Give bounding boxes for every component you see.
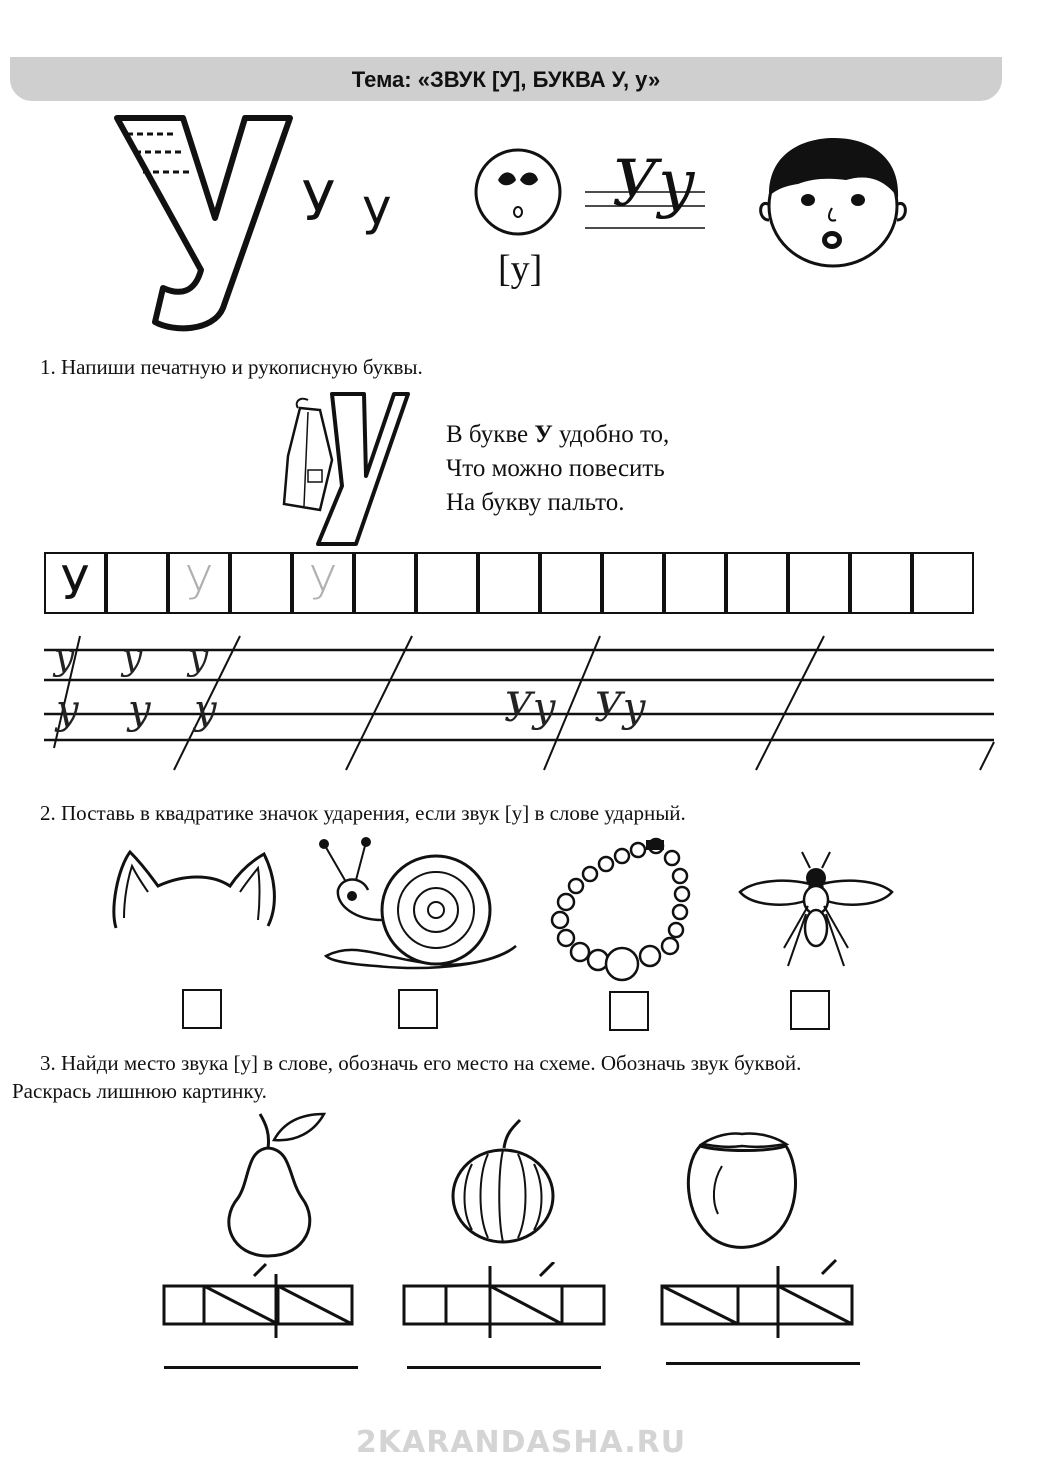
snail-icon — [316, 836, 521, 972]
beads-icon — [546, 836, 694, 984]
copy-cell[interactable] — [850, 552, 912, 614]
sound-scheme-persimmon[interactable] — [660, 1258, 856, 1342]
stress-checkbox-beads[interactable] — [609, 991, 649, 1031]
task2-instruction: 2. Поставь в квадратике значок ударения, если звук [у] в слове ударный. — [40, 801, 686, 825]
sound-scheme-watermelon[interactable] — [402, 1262, 608, 1342]
stress-checkbox-snail[interactable] — [398, 989, 438, 1029]
task3-instruction-line2: Раскрась лишнюю картинку. — [12, 1079, 267, 1103]
poem-letter: У — [534, 421, 553, 448]
cursive-sample: Уу — [504, 685, 557, 731]
cursive-sample: Уу — [594, 685, 647, 731]
cursive-sample: у — [54, 637, 75, 678]
watermelon-icon — [448, 1112, 558, 1248]
sound-label: [у] — [498, 248, 543, 290]
topic-title: Тема: «ЗВУК [У], БУКВА У, у» — [351, 67, 661, 92]
coat-letter-illustration — [280, 386, 415, 548]
watermark: 2KARANDASHA.RU — [355, 1425, 687, 1460]
print-upper-letter: У — [302, 170, 335, 233]
poem — [446, 418, 669, 520]
copy-cell[interactable] — [912, 552, 974, 614]
answer-line-persimmon[interactable] — [666, 1362, 860, 1365]
pear-icon — [216, 1110, 328, 1260]
copy-cell[interactable] — [354, 552, 416, 614]
copy-cell[interactable] — [602, 552, 664, 614]
copy-cell[interactable] — [106, 552, 168, 614]
answer-line-pear[interactable] — [164, 1366, 358, 1369]
copy-cell[interactable] — [726, 552, 788, 614]
copy-cell[interactable] — [664, 552, 726, 614]
copy-cell[interactable] — [540, 552, 602, 614]
copy-cell[interactable] — [478, 552, 540, 614]
vowel-circle-icon — [472, 146, 564, 238]
stress-checkbox-fly[interactable] — [790, 990, 830, 1030]
poem-line-3: На букву пальто. — [446, 489, 625, 516]
cursive-sample: у — [188, 637, 209, 678]
cursive-letter-pair: Уу — [612, 147, 696, 221]
task1-instruction: 1. Напиши печатную и рукописную буквы. — [40, 355, 423, 379]
cursive-sample: у — [128, 687, 152, 733]
child-face-icon — [754, 134, 912, 270]
cursive-sample: у — [122, 637, 143, 678]
copy-cell[interactable] — [230, 552, 292, 614]
copy-sample-dotted: У — [184, 556, 214, 610]
answer-line-watermelon[interactable] — [407, 1366, 601, 1369]
copy-grid — [44, 552, 974, 614]
copy-sample-solid: У — [60, 556, 90, 610]
topic-header — [10, 57, 1002, 101]
print-lower-letter: у — [362, 178, 392, 236]
sound-scheme-pear[interactable] — [162, 1262, 356, 1342]
copy-sample-dotted: У — [308, 556, 338, 610]
cursive-sample: у — [194, 687, 218, 733]
big-letter-illustration — [105, 110, 300, 335]
poem-line-2: Что можно повесить — [446, 455, 665, 482]
stress-checkbox-cat[interactable] — [182, 989, 222, 1029]
cursive-sample: у — [56, 687, 80, 733]
copy-cell[interactable] — [416, 552, 478, 614]
poem-line-1: В букве У удобно то, — [446, 421, 670, 448]
copy-cell[interactable] — [788, 552, 850, 614]
cat-ears-icon — [108, 848, 278, 938]
fly-icon — [736, 848, 896, 972]
persimmon-icon — [682, 1126, 802, 1252]
task3-instruction-line1: 3. Найди место звука [у] в слове, обозначь его место на схеме. Обозначь звук буквой. — [40, 1051, 802, 1075]
